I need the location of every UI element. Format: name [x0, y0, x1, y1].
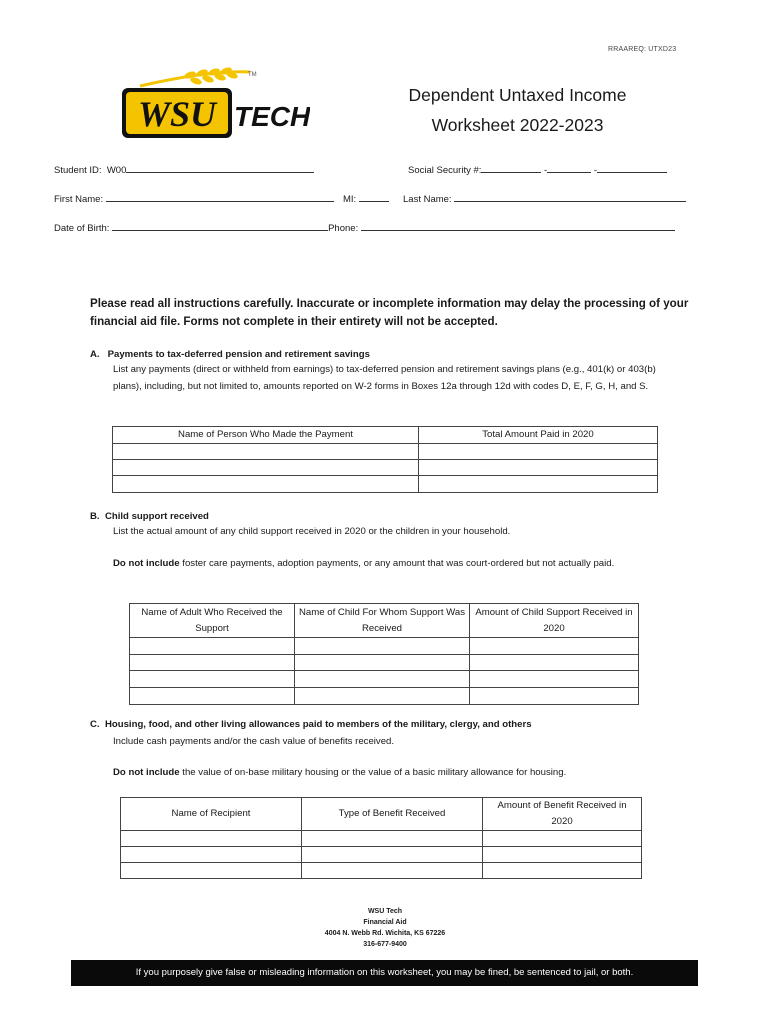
table-cell[interactable] — [130, 688, 295, 705]
table-row — [130, 671, 639, 688]
table-cell[interactable] — [470, 688, 639, 705]
section-c-col-type: Type of Benefit Received — [302, 798, 483, 831]
table-cell[interactable] — [483, 863, 642, 879]
section-b-col-amount: Amount of Child Support Received in 2020 — [470, 604, 639, 638]
ssn-field-2[interactable] — [547, 162, 591, 173]
table-row — [113, 444, 658, 460]
section-b-exclude-text: foster care payments, adoption payments, or any amount that was court-ordered but not actually paid. — [179, 558, 615, 569]
section-c-heading — [90, 719, 532, 730]
title-line-2: Worksheet 2022-2023 — [431, 115, 604, 135]
footer-org: WSU Tech — [367, 908, 403, 915]
form-code: RRAAREQ: UTXD23 — [608, 46, 677, 53]
warning-banner: If you purposely give false or misleading information on this worksheet, you may be fined, be sentenced to jail, or both. — [71, 960, 698, 986]
section-b-exclude — [113, 556, 658, 573]
table-cell[interactable] — [295, 688, 470, 705]
footer-address — [285, 906, 485, 950]
section-a-col-name: Name of Person Who Made the Payment — [113, 427, 419, 444]
section-a-title: Payments to tax-deferred pension and retirement savings — [107, 349, 370, 360]
section-c-letter: C. — [90, 719, 100, 730]
instructions-intro: Please read all instructions carefully. Inaccurate or incomplete information may delay the processing of your financial aid file. Forms not complete in their entirety will not be accepted. — [90, 297, 689, 328]
first-name-label: First Name: — [54, 194, 104, 205]
footer-dept: Financial Aid — [363, 919, 407, 926]
section-b-heading — [90, 511, 209, 522]
section-b-letter: B. — [90, 511, 100, 522]
ssn-field-1[interactable] — [481, 162, 541, 173]
section-a-col-amount: Total Amount Paid in 2020 — [419, 427, 658, 444]
wheat-icon — [140, 66, 250, 86]
table-cell[interactable] — [113, 444, 419, 460]
ssn-row — [408, 162, 667, 176]
section-a-table — [112, 426, 658, 493]
last-name-group — [403, 191, 686, 205]
first-name-field[interactable] — [106, 191, 334, 202]
last-name-label: Last Name: — [403, 194, 452, 205]
student-id-prefix: W00 — [106, 165, 127, 176]
footer-phone: 316-677-9400 — [363, 941, 407, 948]
section-b-title: Child support received — [104, 511, 209, 522]
svg-text:WSU: WSU — [137, 94, 217, 134]
table-row — [121, 847, 642, 863]
dob-label: Date of Birth: — [54, 223, 110, 234]
table-cell[interactable] — [483, 831, 642, 847]
table-row — [130, 638, 639, 655]
section-c-body: Include cash payments and/or the cash value of benefits received. — [113, 736, 395, 747]
mi-group — [343, 191, 389, 205]
dob-field[interactable] — [112, 220, 328, 231]
table-cell[interactable] — [470, 671, 639, 688]
svg-text:TECH: TECH — [234, 101, 310, 132]
table-cell[interactable] — [302, 847, 483, 863]
table-row — [113, 476, 658, 493]
ssn-label: Social Security #: — [408, 165, 482, 176]
table-cell[interactable] — [470, 638, 639, 655]
table-cell[interactable] — [419, 460, 658, 476]
table-row — [113, 460, 658, 476]
title-line-1: Dependent Untaxed Income — [408, 85, 627, 105]
table-cell[interactable] — [130, 671, 295, 688]
section-c-exclude-bold: Do not include — [113, 767, 180, 778]
table-cell[interactable] — [295, 655, 470, 671]
student-id-label: Student ID: — [54, 165, 102, 176]
table-cell[interactable] — [113, 476, 419, 493]
ssn-field-3[interactable] — [597, 162, 667, 173]
section-c-exclude — [113, 765, 673, 782]
table-cell[interactable] — [121, 831, 302, 847]
table-cell[interactable] — [130, 655, 295, 671]
table-cell[interactable] — [419, 476, 658, 493]
table-cell[interactable] — [130, 638, 295, 655]
section-c-title: Housing, food, and other living allowances paid to members of the military, clergy, and others — [104, 719, 532, 730]
section-b-table — [129, 603, 639, 705]
section-c-exclude-text: the value of on-base military housing or the value of a basic military allowance for housing. — [179, 767, 567, 778]
student-id-field[interactable] — [126, 162, 314, 173]
table-cell[interactable] — [483, 847, 642, 863]
ssn-separator-2: - — [593, 165, 598, 176]
wsu-tech-logo — [120, 64, 310, 144]
section-c-col-amount: Amount of Benefit Received in 2020 — [483, 798, 642, 831]
mi-label: MI: — [343, 194, 357, 205]
dob-row — [54, 220, 675, 234]
table-cell[interactable] — [419, 444, 658, 460]
section-b-exclude-bold: Do not include — [113, 558, 180, 569]
section-b-body: List the actual amount of any child support received in 2020 or the children in your household. — [113, 526, 511, 537]
section-a-letter: A. — [90, 349, 100, 360]
table-cell[interactable] — [121, 847, 302, 863]
table-cell[interactable] — [113, 460, 419, 476]
section-c-table — [120, 797, 642, 879]
last-name-field[interactable] — [454, 191, 686, 202]
table-cell[interactable] — [470, 655, 639, 671]
section-b-col-adult: Name of Adult Who Received the Support — [130, 604, 295, 638]
page-title — [385, 80, 650, 140]
footer-street: 4004 N. Webb Rd. Wichita, KS 67226 — [324, 930, 446, 937]
ssn-separator-1: - — [544, 165, 548, 176]
table-cell[interactable] — [295, 671, 470, 688]
section-a-heading — [90, 349, 370, 360]
mi-field[interactable] — [359, 191, 389, 202]
trademark-mark: TM — [248, 72, 257, 78]
table-row — [130, 655, 639, 671]
table-cell[interactable] — [121, 863, 302, 879]
phone-label: Phone: — [328, 223, 359, 234]
section-b-col-child: Name of Child For Whom Support Was Received — [295, 604, 470, 638]
student-id-row — [54, 162, 314, 176]
section-c-col-recipient: Name of Recipient — [121, 798, 302, 831]
name-row — [54, 191, 334, 205]
table-cell[interactable] — [295, 638, 470, 655]
table-cell[interactable] — [302, 831, 483, 847]
section-a-body: List any payments (direct or withheld from earnings) to tax-deferred pension and retirement savings plans (e.g., 401(k) or 403(b) plans), including, but not limited to, amounts reported on W-2 forms in Boxes 12a through 12d with codes D, E, F, G, H, and S. — [113, 364, 656, 392]
table-row — [121, 831, 642, 847]
table-cell[interactable] — [302, 863, 483, 879]
phone-field[interactable] — [361, 220, 675, 231]
table-row — [121, 863, 642, 879]
table-row — [130, 688, 639, 705]
